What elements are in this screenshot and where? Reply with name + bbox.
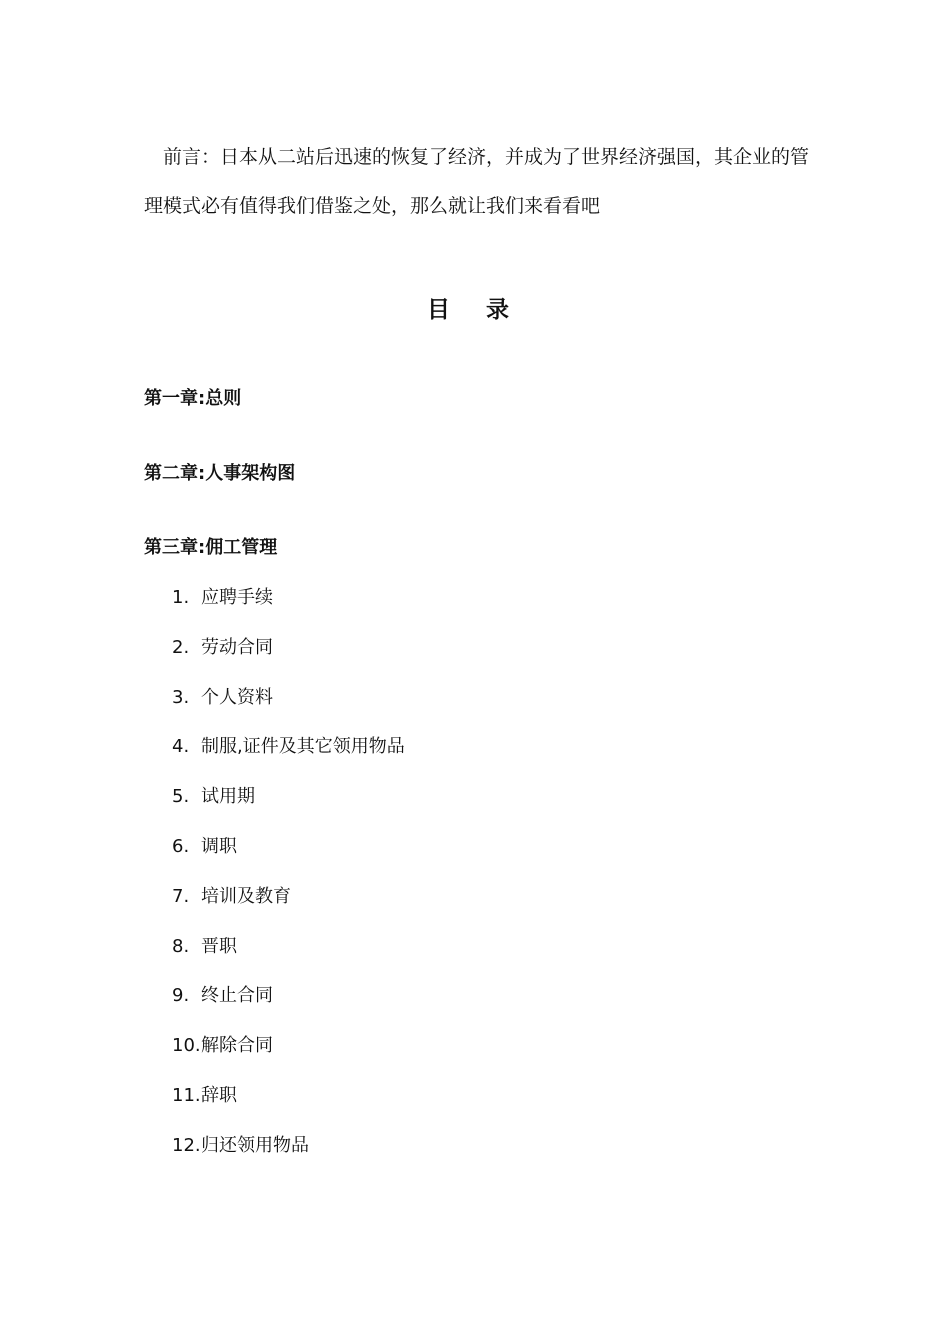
toc-subitem-label: 试用期 (201, 786, 255, 808)
toc-title: 目 录 (426, 297, 523, 323)
toc-subitem-number: 4. (172, 736, 190, 758)
toc-subitem-label: 归还领用物品 (201, 1134, 309, 1156)
toc-subitem-label: 调职 (201, 835, 237, 857)
toc-subitem-8 (172, 932, 405, 982)
toc-chapter-2: 第二章:人事架构图 (144, 463, 296, 484)
toc-subitem-10 (172, 1031, 405, 1081)
toc-subitem-1 (172, 583, 405, 633)
toc-subitem-label: 应聘手续 (201, 587, 273, 608)
toc-subitem-number: 9. (172, 985, 190, 1007)
toc-subitem-label: 终止合同 (201, 985, 273, 1007)
toc-subitem-label: 解除合同 (201, 1035, 273, 1057)
toc-subitem-number: 5. (172, 786, 190, 808)
toc-subitem-label: 晋职 (201, 935, 237, 957)
toc-subitem-number: 2. (172, 636, 190, 658)
toc-subitem-label: 制服,证件及其它领用物品 (201, 736, 405, 758)
toc-subitem-label: 辞职 (201, 1084, 237, 1106)
toc-subitem-number: 8. (172, 935, 190, 957)
toc-subitem-12 (172, 1131, 405, 1181)
toc-chapter-3: 第三章:佣工管理 (144, 537, 278, 558)
toc-subitem-3 (172, 683, 405, 733)
toc-subitem-number: 1. (172, 587, 190, 608)
toc-subitem-6 (172, 832, 405, 882)
toc-subitem-4 (172, 732, 405, 782)
toc-subitem-number: 11. (172, 1084, 201, 1106)
toc-subitem-number: 12. (172, 1134, 201, 1156)
toc-subitem-11 (172, 1081, 405, 1131)
toc-subitem-2 (172, 633, 405, 683)
toc-subitem-label: 个人资料 (201, 686, 273, 708)
toc-subitem-label: 培训及教育 (201, 885, 291, 907)
preface-paragraph: 前言：日本从二站后迅速的恢复了经济，并成为了世界经济强国，其企业的管理模式必有值得我们借鉴之处，那么就让我们来看看吧 (144, 146, 810, 217)
toc-subitem-number: 6. (172, 835, 190, 857)
toc-subitem-number: 3. (172, 686, 190, 708)
toc-subitem-5 (172, 782, 405, 832)
toc-chapter-1: 第一章:总则 (144, 388, 242, 409)
toc-subitem-7 (172, 882, 405, 932)
toc-subitem-label: 劳动合同 (201, 636, 273, 658)
toc-subitem-9 (172, 981, 405, 1031)
toc-subitem-number: 7. (172, 885, 190, 907)
toc-subitem-number: 10. (172, 1035, 201, 1057)
toc-subitem-list (172, 583, 405, 1181)
